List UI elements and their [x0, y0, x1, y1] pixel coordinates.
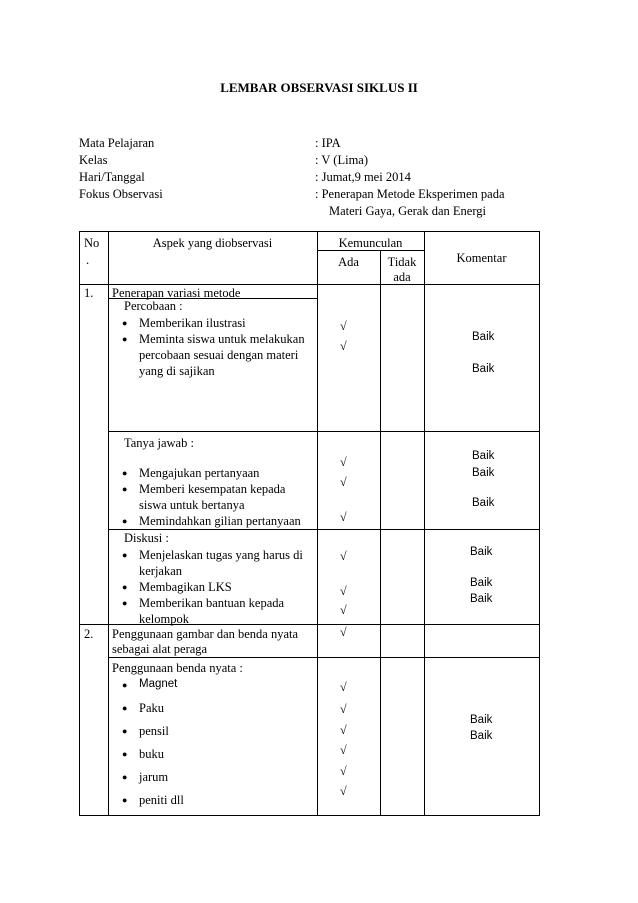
- tanya-jawab-title: Tanya jawab :: [124, 436, 194, 450]
- tanya-jawab-item-2-cont: siswa untuk bertanya: [139, 498, 245, 512]
- info-label-fokus-observasi: Fokus Observasi: [79, 187, 163, 201]
- table-border-top: [79, 231, 540, 232]
- table-divider-no: [108, 231, 109, 816]
- bullet-icon: ●: [122, 749, 128, 759]
- diskusi-comment-1: Baik: [470, 546, 493, 558]
- row2-no: 2.: [84, 627, 94, 641]
- bullet-icon: ●: [122, 703, 128, 713]
- diskusi-comment-2: Baik: [470, 577, 493, 589]
- table-divider-ada: [380, 250, 381, 816]
- info-value-mata-pelajaran: : IPA: [315, 136, 341, 150]
- check-mark: √: [340, 319, 347, 333]
- tanya-jawab-item-1: Mengajukan pertanyaan: [139, 466, 260, 480]
- check-mark: √: [340, 784, 347, 798]
- diskusi-item-3-cont: kelompok: [139, 612, 189, 626]
- bullet-icon: ●: [122, 318, 128, 328]
- check-mark: √: [340, 625, 347, 639]
- table-line-percobaan: [108, 431, 539, 432]
- percobaan-comment-2: Baik: [472, 363, 495, 375]
- header-aspek: Aspek yang diobservasi: [152, 236, 273, 250]
- percobaan-item-2-cont: percobaan sesuai dengan materi: [139, 348, 299, 362]
- percobaan-item-1: Memberikan ilustrasi: [139, 316, 246, 330]
- tanya-jawab-comment-1: Baik: [472, 450, 495, 462]
- bullet-icon: ●: [122, 550, 128, 560]
- benda-title: Penggunaan benda nyata :: [112, 661, 243, 675]
- check-mark: √: [340, 455, 347, 469]
- info-value-fokus-observasi: : Penerapan Metode Eksperimen pada: [315, 187, 505, 201]
- diskusi-title: Diskusi :: [124, 531, 169, 545]
- tanya-jawab-comment-2: Baik: [472, 467, 495, 479]
- check-mark: √: [340, 475, 347, 489]
- table-line-tanya-jawab: [108, 529, 539, 530]
- check-mark: √: [340, 603, 347, 617]
- check-mark: √: [340, 743, 347, 757]
- table-divider-aspek: [317, 231, 318, 816]
- check-mark: √: [340, 549, 347, 563]
- table-border-right: [539, 231, 540, 816]
- header-no-dot: .: [86, 253, 90, 267]
- tanya-jawab-item-2: Memberi kesempatan kepada: [139, 482, 286, 496]
- check-mark: √: [340, 339, 347, 353]
- check-mark: √: [340, 680, 347, 694]
- row2-heading-cont: sebagai alat peraga: [112, 642, 208, 656]
- bullet-icon: ●: [122, 726, 128, 736]
- percobaan-comment-1: Baik: [472, 331, 495, 343]
- diskusi-item-1: Menjelaskan tugas yang harus di: [139, 548, 303, 562]
- diskusi-item-2: Membagikan LKS: [139, 580, 232, 594]
- tanya-jawab-comment-3: Baik: [472, 497, 495, 509]
- benda-item-jarum: jarum: [139, 770, 169, 784]
- header-kemunculan: Kemunculan: [338, 236, 403, 250]
- check-mark: √: [340, 723, 347, 737]
- benda-item-magnet: Magnet: [139, 678, 178, 690]
- row2-heading: Penggunaan gambar dan benda nyata: [112, 627, 299, 641]
- check-mark: √: [340, 510, 347, 524]
- table-line-row2-heading: [108, 657, 539, 658]
- tanya-jawab-item-3: Memindahkan gilian pertanyaan: [139, 514, 301, 528]
- info-value-fokus-observasi-line2: Materi Gaya, Gerak dan Energi: [329, 204, 486, 218]
- bullet-icon: ●: [122, 484, 128, 494]
- diskusi-item-1-cont: kerjakan: [139, 564, 183, 578]
- header-komentar: Komentar: [456, 251, 507, 265]
- percobaan-item-2-cont2: yang di sajikan: [139, 364, 215, 378]
- info-label-kelas: Kelas: [79, 153, 108, 167]
- info-value-hari-tanggal: : Jumat,9 mei 2014: [315, 170, 411, 184]
- check-mark: √: [340, 702, 347, 716]
- benda-item-pensil: pensil: [139, 724, 169, 738]
- check-mark: √: [340, 584, 347, 598]
- info-value-kelas: : V (Lima): [315, 153, 369, 167]
- table-divider-kemunculan: [424, 231, 425, 816]
- percobaan-item-2: Meminta siswa untuk melakukan: [139, 332, 305, 346]
- header-ada: Ada: [338, 255, 359, 269]
- benda-item-paku: Paku: [139, 701, 164, 715]
- table-border-bottom: [79, 815, 540, 816]
- bullet-icon: ●: [122, 795, 128, 805]
- check-mark: √: [340, 764, 347, 778]
- bullet-icon: ●: [122, 516, 128, 526]
- diskusi-comment-3: Baik: [470, 593, 493, 605]
- diskusi-item-3: Memberikan bantuan kepada: [139, 596, 285, 610]
- bullet-icon: ●: [122, 582, 128, 592]
- info-label-mata-pelajaran: Mata Pelajaran: [79, 136, 155, 150]
- bullet-icon: ●: [122, 334, 128, 344]
- benda-item-buku: buku: [139, 747, 164, 761]
- benda-comment-2: Baik: [470, 730, 493, 742]
- header-no: No: [84, 236, 100, 250]
- benda-comment-1: Baik: [470, 714, 493, 726]
- header-tidak: Tidak: [387, 255, 417, 269]
- percobaan-title: Percobaan :: [124, 299, 183, 313]
- info-label-hari-tanggal: Hari/Tanggal: [79, 170, 145, 184]
- bullet-icon: ●: [122, 772, 128, 782]
- bullet-icon: ●: [122, 468, 128, 478]
- page-title: LEMBAR OBSERVASI SIKLUS II: [220, 80, 418, 95]
- row1-no: 1.: [84, 286, 94, 300]
- header-tidak-ada: ada: [393, 270, 411, 284]
- bullet-icon: ●: [122, 680, 128, 690]
- table-border-left: [79, 231, 80, 816]
- benda-item-peniti: peniti dll: [139, 793, 184, 807]
- row1-heading: Penerapan variasi metode: [112, 286, 241, 300]
- bullet-icon: ●: [122, 598, 128, 608]
